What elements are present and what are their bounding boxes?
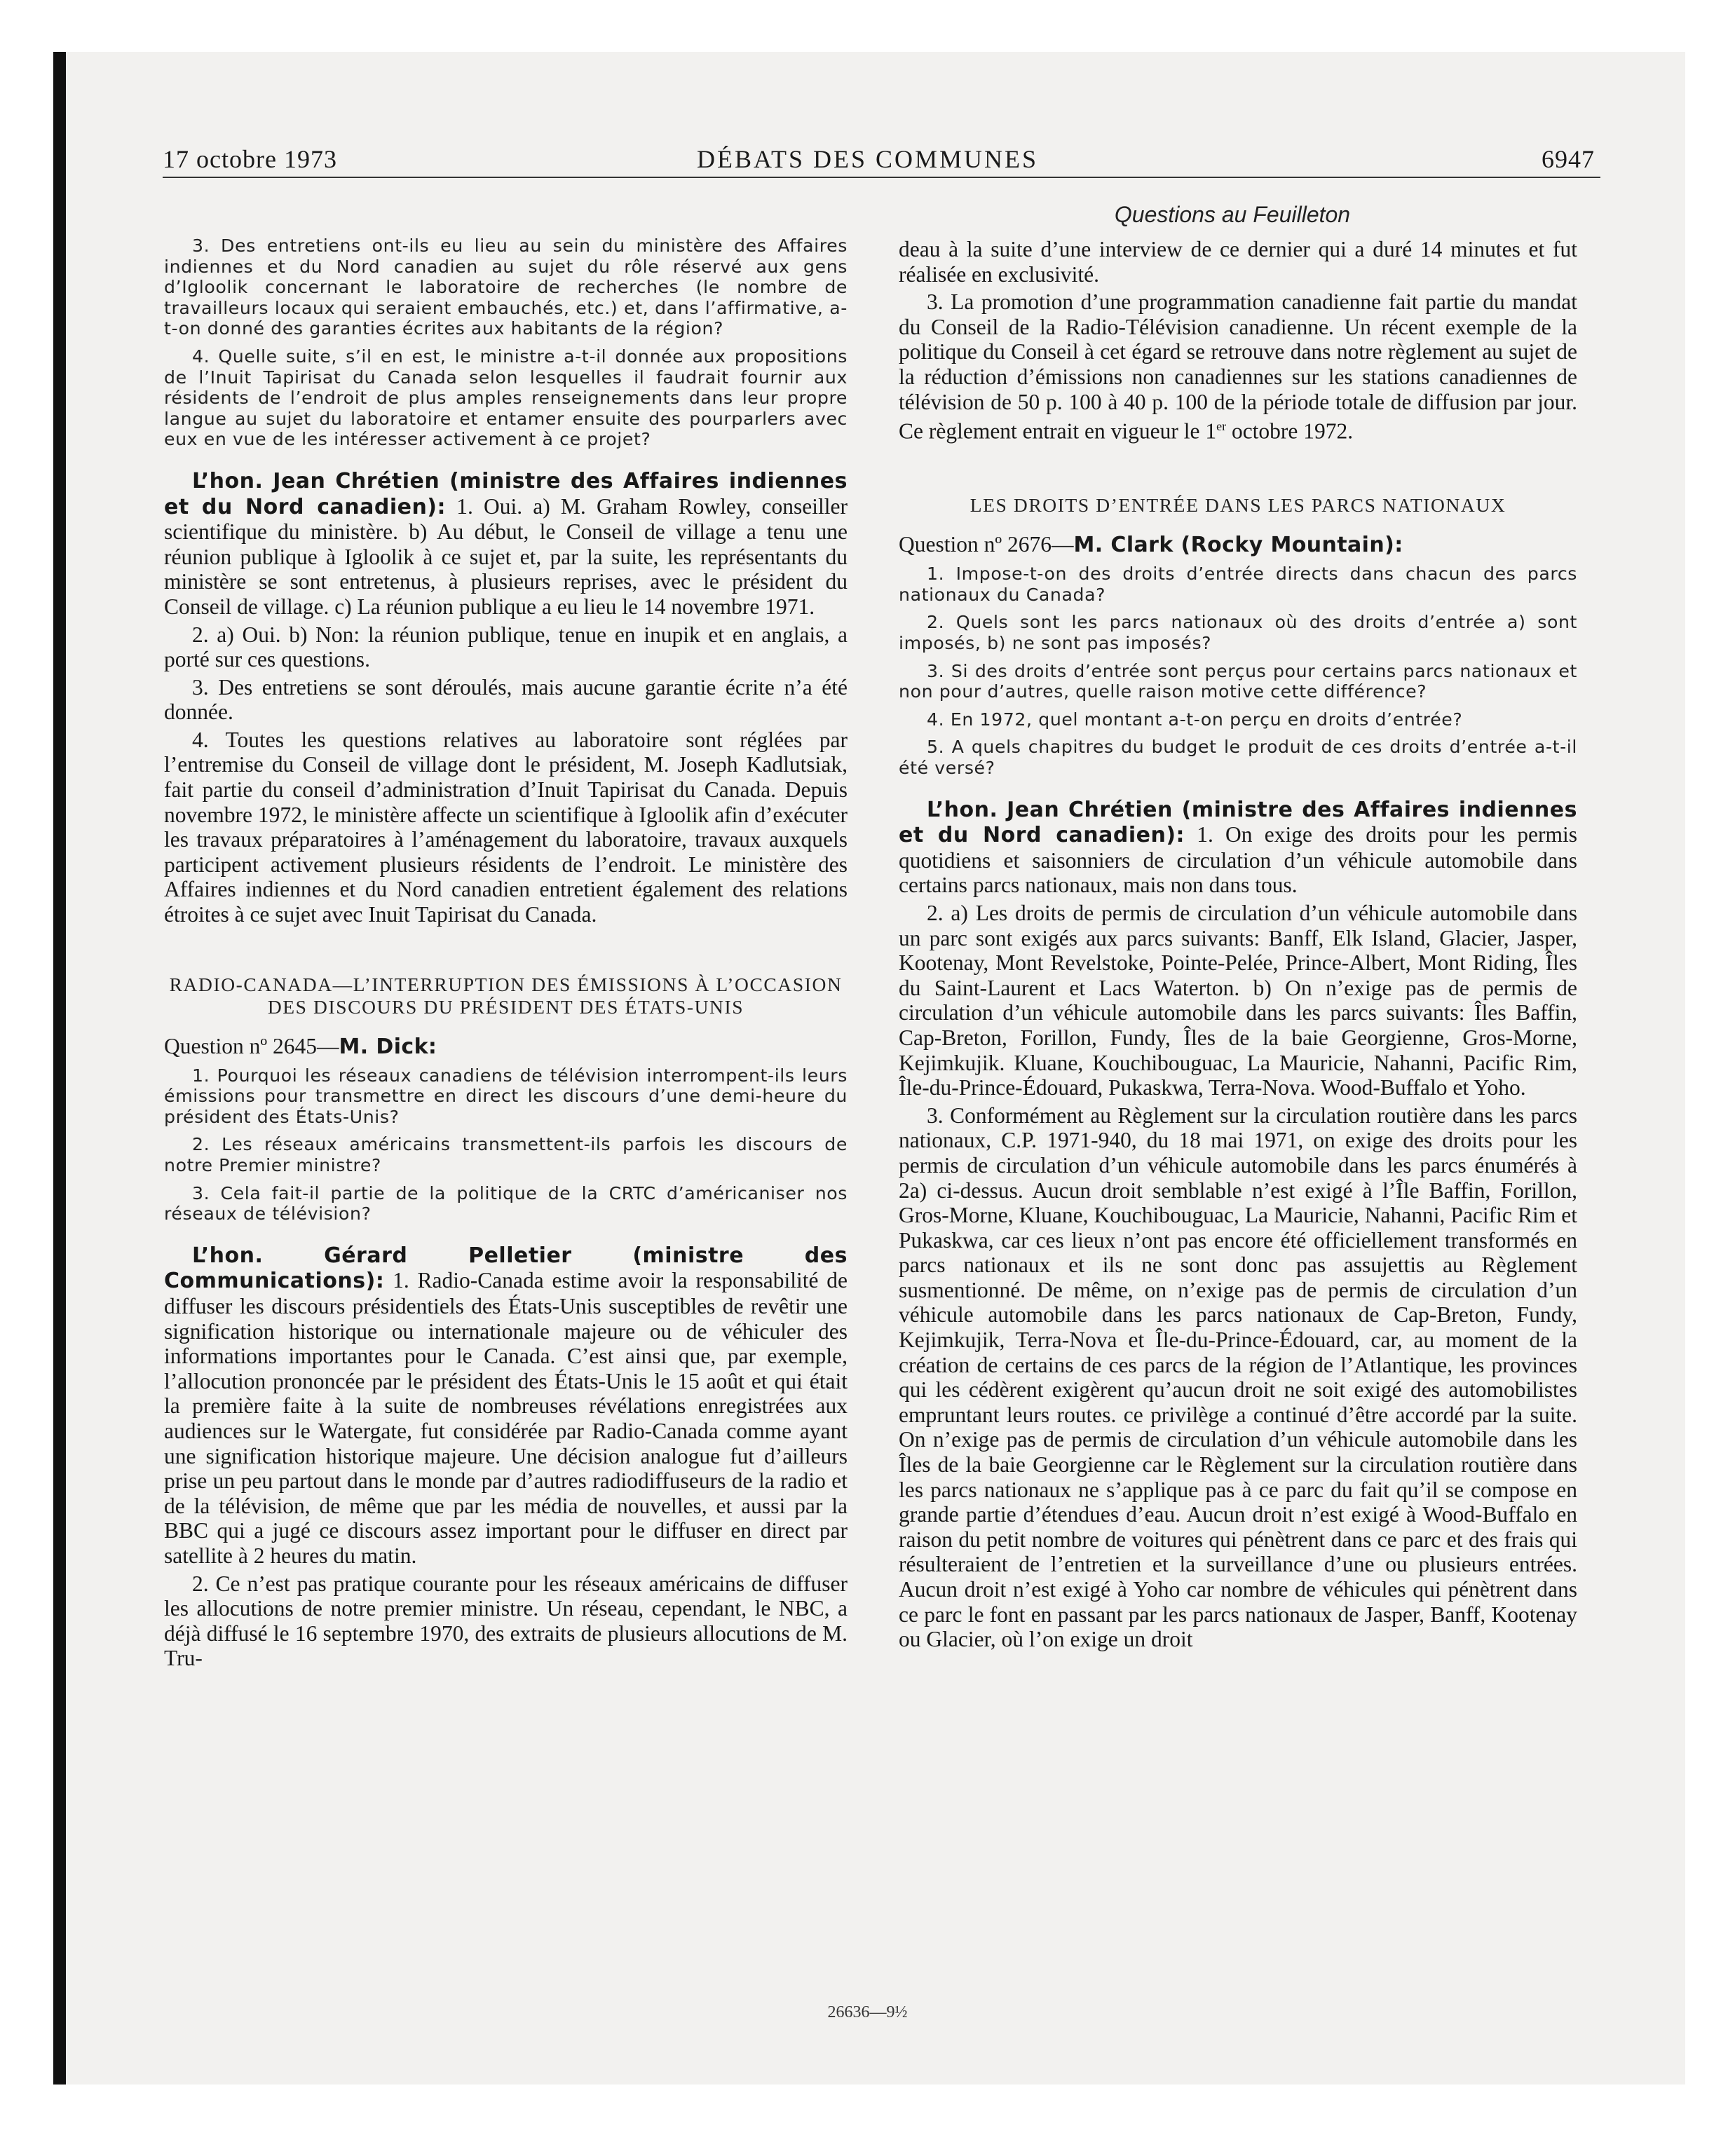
superscript: er xyxy=(1216,419,1227,434)
answer-text-end: octobre 1972. xyxy=(1226,418,1354,444)
question-number-line xyxy=(164,1034,848,1060)
left-column xyxy=(164,236,848,1674)
answer-text: 1. Oui. a) M. Graham Rowley, conseiller scientifique du ministère. b) Au début, le Conseil de village a tenu une réunion publique à Igloolik à ce sujet et, par la suite, les représentants du ministère se sont entretenus, à plusieurs reprises, avec le président du Conseil de village. c) La réunion publique a eu lieu le 14 novembre 1971. xyxy=(164,493,848,619)
question-number-line xyxy=(899,532,1577,558)
member-name: M. Clark (Rocky Mountain): xyxy=(1073,533,1403,558)
section-2-question-1: 1. Pourquoi les réseaux canadiens de télévision interrompent-ils leurs émissions pour transmettre en direct les discours d’une demi-heure du président des États-Unis? xyxy=(164,1065,848,1127)
speaker-name: L’hon. Jean Chrétien (ministre des Affaires indiennes et du Nord canadien): xyxy=(164,468,848,519)
question-3: 3. Des entretiens ont-ils eu lieu au sein du ministère des Affaires indiennes et du Nord canadien au sujet du rôle réservé aux gens d’Igloolik concernant le laboratoire de recherches (le nombre de travailleurs locaux qui seraient embauchés, etc.) et, dans l’affirmative, a-t-on donné des garanties écrites aux habitants de la région? xyxy=(164,236,848,339)
section-3-question-3: 3. Si des droits d’entrée sont perçus pour certains parcs nationaux et non pour d’autres, quelle raison motive cette différence? xyxy=(899,660,1577,702)
answer-2-paragraph-3 xyxy=(899,289,1577,444)
header-date: 17 octobre 1973 xyxy=(163,145,337,173)
section-3-question-1: 1. Impose-t-on des droits d’entrée directs dans chacun des parcs nationaux du Canada? xyxy=(899,564,1577,605)
section-2-question-2: 2. Les réseaux américains transmettent-ils parfois les discours de notre Premier ministre? xyxy=(164,1134,848,1175)
answer-2-continuation: deau à la suite d’une interview de ce dernier qui a duré 14 minutes et fut réalisée en exclusivité. xyxy=(899,237,1577,287)
question-number: Question nº 2645— xyxy=(164,1033,339,1058)
answer-1-paragraph-1 xyxy=(164,468,848,620)
footer-print-code: 26636—9½ xyxy=(827,2003,908,2021)
answer-2-paragraph-1 xyxy=(164,1243,848,1569)
section-2-question-3: 3. Cela fait-il partie de la politique de la CRTC d’américaniser nos réseaux de télévision? xyxy=(164,1182,848,1224)
answer-1-paragraph-3: 3. Des entretiens se sont déroulés, mais aucune garantie écrite n’a été donnée. xyxy=(164,674,848,725)
right-column xyxy=(899,237,1577,1655)
speaker-name: L’hon. Jean Chrétien (ministre des Affaires indiennes et du Nord canadien): xyxy=(899,797,1577,848)
answer-3-paragraph-3: 3. Conformément au Règlement sur la circulation routière dans les parcs nationaux, C.P. 1971-940, du 18 mai 1971, on exige des droits pour les permis de circulation d’un véhicule automobile dans les parcs énumérés à 2a) ci-dessus. Aucun droit semblable n’est exigé à l’Île Baffin, Forillon, Gros-Morne, Kluane, Kouchibouguac, La Mauricie, Nahanni, Pacific Rim et Pukaskwa, car ces lieux n’ont pas encore été officiellement transformés en parcs nationaux et ils ne sont donc pas assujettis au Règlement susmentionné. De même, on n’exige pas de permis de circulation d’un véhicule automobile dans les parcs nationaux de Cap-Breton, Fundy, Kejimkujik, Terra-Nova et Île-du-Prince-Édouard, car, au moment de la création de certains de ces parcs de la région de l’Atlantique, les provinces qui les cédèrent exigèrent qu’aucun droit ne soit exigé des automobilistes empruntant leurs routes. ce privilège a continué d’être accordé par la suite. On n’exige pas de permis de circulation d’un véhicule automobile dans les Îles de la baie Georgienne car le Règlement sur la circulation routière dans les parcs nationaux ne s’applique pas à ce parc du fait qu’il se compose en grande partie d’étendues d’eau. Aucun droit n’est exigé à Wood-Buffalo en raison du petit nombre de voitures qui pénètrent dans ce parc et des frais qui résulteraient de l’entretien et la surveillance d’une ou plusieurs entrées. Aucun droit n’est exigé à Yoho car nombre de véhicules qui pénètrent dans ce parc le font en passant par les parcs nationaux de Jasper, Banff, Kootenay ou Glacier, où l’on exige un droit xyxy=(899,1103,1577,1652)
scan-edge xyxy=(53,52,66,2085)
answer-1-paragraph-2: 2. a) Oui. b) Non: la réunion publique, tenue en inupik et en anglais, a porté sur ces questions. xyxy=(164,622,848,672)
answer-text: 3. La promotion d’une programmation canadienne fait partie du mandat du Conseil de la Radio-Télévision canadienne. Un récent exemple de la politique du Conseil à cet égard se retrouve dans notre règlement au sujet de la réduction d’émissions non canadiennes sur les stations canadiennes de télévision de 50 p. 100 à 40 p. 100 de la période totale de diffusion par jour. Ce règlement entrait en vigueur le 1 xyxy=(899,289,1577,444)
answer-text: 1. Radio-Canada estime avoir la responsabilité de diffuser les discours présidentiels des États-Unis susceptibles de revêtir une signification historique ou internationale majeure ou de véhiculer des informations importantes pour le Canada. C’est ainsi que, par exemple, l’allocution prononcée par le président des États-Unis le 15 août et qui était la première faite à la suite de nombreuses révélations enregistrées aux audiences sur le Watergate, fut considérée par Radio-Canada comme ayant une signification historique majeure. Une décision analogue fut d’ailleurs prise un peu partout dans le monde par d’autres radiodiffuseurs de la radio et de la télévision, de même que par les média de nouvelles, et aussi par la BBC qui a jugé ce discours assez important pour le diffuser en direct par satellite à 2 heures du matin. xyxy=(164,1268,848,1568)
section-3-question-2: 2. Quels sont les parcs nationaux où des droits d’entrée a) sont imposés, b) ne sont pas imposés? xyxy=(899,612,1577,654)
member-name: M. Dick: xyxy=(339,1034,437,1059)
answer-1-paragraph-4: 4. Toutes les questions relatives au laboratoire sont réglées par l’entremise du Conseil de village dont le président, M. Joseph Kadlutsiak, fait partie du conseil d’administration d’Inuit Tapirisat du Canada. Depuis novembre 1972, le ministère affecte un scientifique à Igloolik afin d’exécuter les travaux préparatoires à l’aménagement du laboratoire, travaux auxquels participent activement plusieurs résidents de l’endroit. Le ministère des Affaires indiennes et du Nord canadien entretient également des relations étroites à ce sujet avec Inuit Tapirisat du Canada. xyxy=(164,727,848,927)
section-heading-radio-canada: RADIO-CANADA—L’INTERRUPTION DES ÉMISSIONS À L’OCCASION DES DISCOURS DU PRÉSIDENT DES ÉTATS-UNIS xyxy=(169,973,843,1018)
header-page-number: 6947 xyxy=(1542,145,1595,173)
speaker-name: L’hon. Gérard Pelletier (ministre des Communications): xyxy=(164,1243,848,1294)
answer-3-paragraph-1 xyxy=(899,797,1577,898)
answer-2-paragraph-2: 2. Ce n’est pas pratique courante pour les réseaux américains de diffuser les allocutions de notre premier ministre. Un réseau, cependant, le NBC, a déjà diffusé le 16 septembre 1970, des extraits de plusieurs allocutions de M. Tru- xyxy=(164,1571,848,1671)
column-label: Questions au Feuilleton xyxy=(1114,202,1351,227)
question-4: 4. Quelle suite, s’il en est, le ministre a-t-il donnée aux propositions de l’Inuit Tapirisat du Canada selon lesquelles il faudrait fournir aux résidents de l’endroit de plus amples renseignements dans leur propre langue au sujet du laboratoire et entamer ensuite des pourparlers avec eux en vue de les intéresser activement à ce projet? xyxy=(164,346,848,450)
answer-text: 1. On exige des droits pour les permis quotidiens et saisonniers de circulation d’un véhicule automobile dans certains parcs nationaux, mais non dans tous. xyxy=(899,822,1578,898)
section-3-question-5: 5. A quels chapitres du budget le produit de ces droits d’entrée a-t-il été versé? xyxy=(899,737,1577,778)
header-title: DÉBATS DES COMMUNES xyxy=(696,145,1039,173)
section-3-question-4: 4. En 1972, quel montant a-t-on perçu en droits d’entrée? xyxy=(927,709,1463,730)
answer-3-paragraph-2: 2. a) Les droits de permis de circulation d’un véhicule automobile dans un parc sont exigés aux parcs suivants: Banff, Elk Island, Glacier, Jasper, Kootenay, Mont Revelstoke, Pointe-Pelée, Prince-Albert, Mont Riding, Îles du Saint-Laurent et Lacs Waterton. b) On n’exige pas de permis de circulation d’un véhicule automobile dans les parcs suivants: Îles Baffin, Cap-Breton, Forillon, Fundy, Îles de la baie Georgienne, Gros-Morne, Kejimkujik. Kluane, Kouchibouguac, La Mauricie, Nahanni, Pacific Rim, Île-du-Prince-Édouard, Pukaskwa, Terra-Nova. Wood-Buffalo et Yoho. xyxy=(899,900,1577,1100)
header-rule xyxy=(163,177,1600,178)
question-number: Question nº 2676— xyxy=(899,532,1074,557)
section-heading-parcs-nationaux: LES DROITS D’ENTRÉE DANS LES PARCS NATIONAUX xyxy=(969,494,1506,517)
